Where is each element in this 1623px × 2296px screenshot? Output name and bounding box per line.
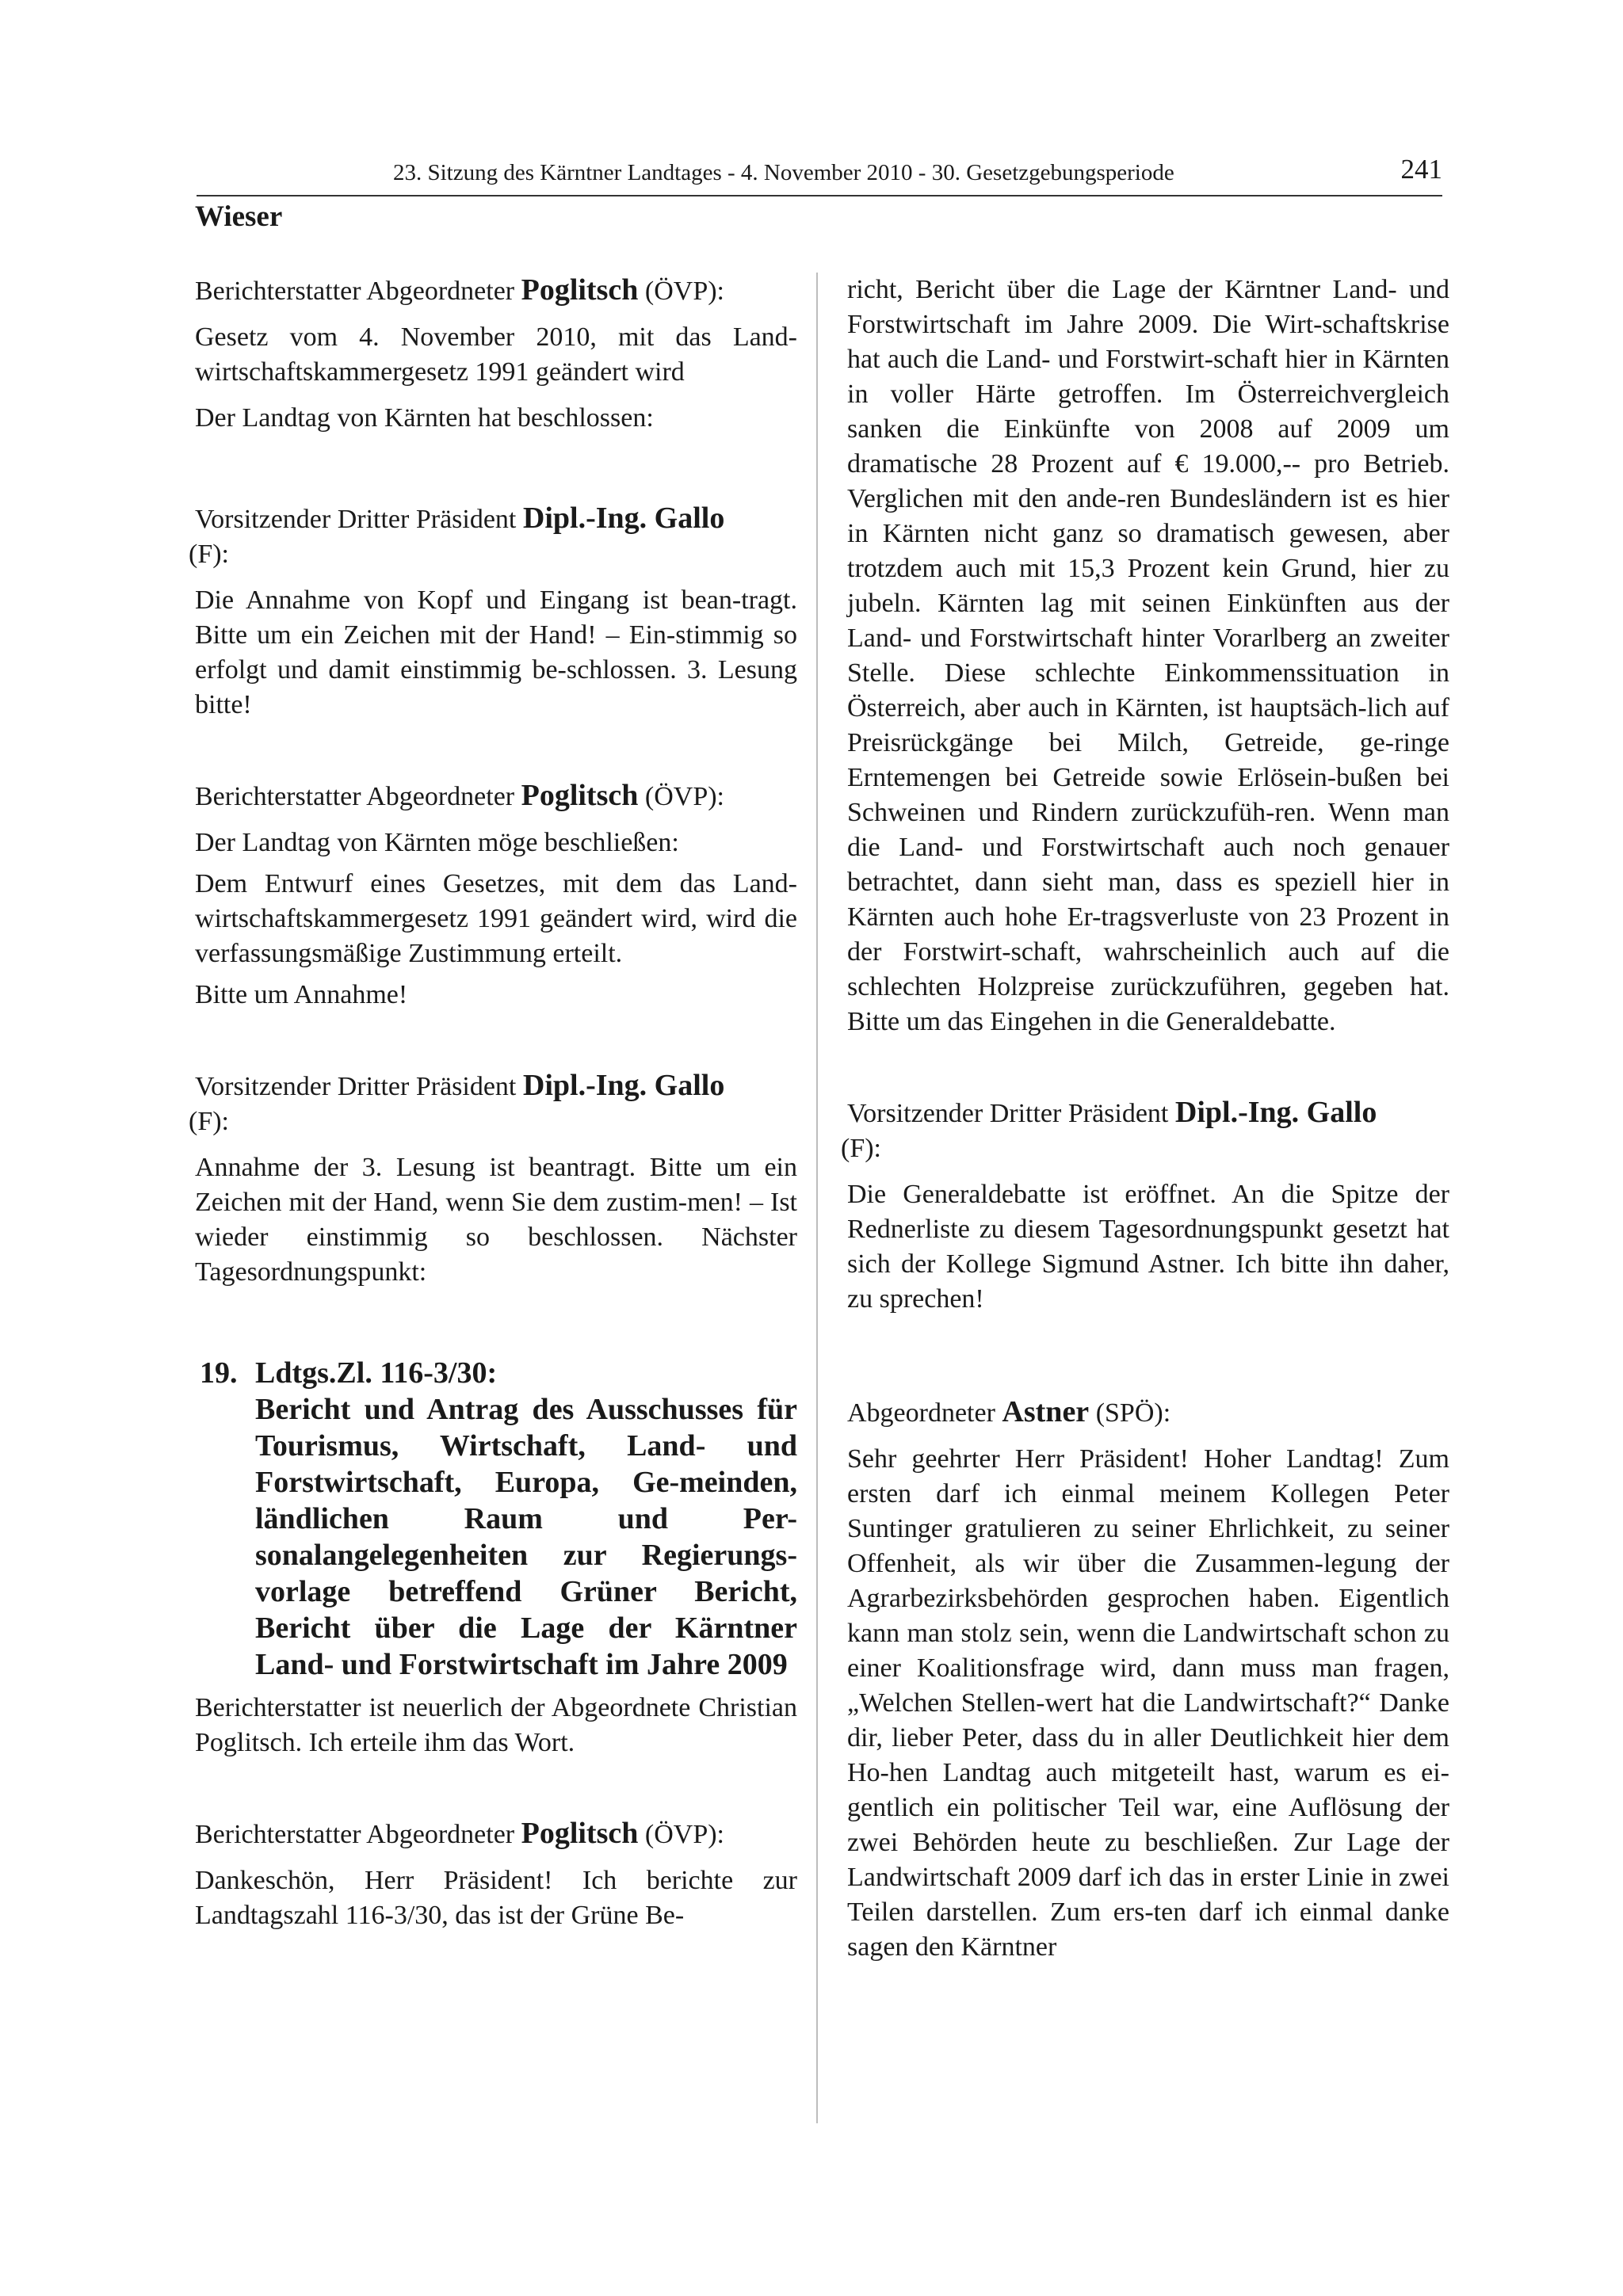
paragraph: Annahme der 3. Lesung ist beantragt. Bitte um ein Zeichen mit der Hand, wenn Sie dem zustim-men! – Ist wieder einstimmig so beschlossen. Nächster Tagesordnungspunkt: (195, 1153, 797, 1287)
agenda-item (195, 1355, 797, 1683)
speaker-party: (F): (189, 540, 229, 569)
header-rule (197, 195, 1442, 196)
paragraph: Bitte um Annahme! (195, 980, 408, 1009)
speaker-name: Poglitsch (521, 273, 639, 307)
agenda-item-title: Bericht und Antrag des Ausschusses für Tourismus, Wirtschaft, Land- und Forstwirtschaft, Europa, Ge-meinden, ländlichen Raum und Per-sonalangelegenheiten zur Regierungs-vorlage betreffend Grüner Bericht, Bericht über die Lage der Kärntner Land- und Forstwirtschaft im Jahre 2009 (255, 1393, 797, 1681)
speaker-name: Astner (1002, 1395, 1090, 1428)
right-column (841, 273, 1449, 1965)
speaker-party: (ÖVP): (638, 277, 724, 306)
speaker-name: Dipl.-Ing. Gallo (522, 502, 725, 535)
speaker-role: Vorsitzender Dritter Präsident (195, 1072, 523, 1101)
speaker-party: (F): (841, 1134, 881, 1163)
speaker-party: (ÖVP): (638, 782, 724, 811)
paragraph: Gesetz vom 4. November 2010, mit das Land-wirtschaftskammergesetz 1991 geändert wird (195, 322, 797, 387)
paragraph: Die Annahme von Kopf und Eingang ist bean-tragt. Bitte um ein Zeichen mit der Hand! – Ein-stimmig so erfolgt und damit einstimmig be-schlossen. 3. Lesung bitte! (195, 585, 797, 719)
paragraph: Berichterstatter ist neuerlich der Abgeordnete Christian Poglitsch. Ich erteile ihm das Wort. (195, 1693, 797, 1757)
speaker-line (841, 1095, 1449, 1166)
paragraph: Dankeschön, Herr Präsident! Ich berichte zur Landtagszahl 116-3/30, das ist der Grüne Be- (195, 1866, 797, 1930)
speaker-line (189, 501, 797, 572)
speaker-line (847, 1394, 1449, 1431)
speaker-role: Vorsitzender Dritter Präsident (195, 505, 523, 534)
speaker-name: Dipl.-Ing. Gallo (522, 1069, 725, 1102)
speaker-role: Berichterstatter Abgeordneter (195, 782, 521, 811)
speaker-party: (SPÖ): (1089, 1398, 1171, 1428)
speaker-line (189, 1068, 797, 1139)
paragraph: richt, Bericht über die Lage der Kärntner Land- und Forstwirtschaft im Jahre 2009. Die Wirt-schaftskrise hat auch die Land- und Forstwirt-schaft hier in Kärnten in voller Härte getroffen. Im Österreichvergleich sanken die Einkünfte von 2008 auf 2009 um dramatische 28 Prozent auf € 19.000,-- pro Betrieb. Verglichen mit den ande-ren Bundesländern ist es hier in Kärnten nicht ganz so dramatisch gewesen, aber trotzdem auch mit 15,3 Prozent kein Grund, hier zu jubeln. Kärnten lag mit seinen Einkünften aus der Land- und Forstwirtschaft hinter Vorarlberg an zweiter Stelle. Diese schlechte Einkommenssituation in Österreich, aber auch in Kärnten, ist hauptsäch-lich auf Preisrückgänge bei Milch, Getreide, ge-ringe Erntemengen bei Getreide sowie Erlösein-bußen bei Schweinen und Rindern zurückzufüh-ren. Wenn man die Land- und Forstwirtschaft auch noch genauer betrachtet, dann sieht man, dass es speziell hier in Kärnten auch hohe Er-tragsverluste von 23 Prozent in der Forstwirt-schaft, wahrscheinlich auch auf die schlechten Holzpreise zurückzuführen, gegeben hat. Bitte um das Eingehen in die Generaldebatte. (847, 275, 1449, 1036)
speaker-role: Abgeordneter (847, 1398, 1002, 1428)
speaker-role: Berichterstatter Abgeordneter (195, 277, 521, 306)
header-title: 23. Sitzung des Kärntner Landtages - 4. November 2010 - 30. Gesetzgebungsperiode (393, 160, 1174, 185)
speaker-party: (ÖVP): (638, 1820, 724, 1849)
speaker-name: Poglitsch (521, 1817, 639, 1850)
speaker-role: Vorsitzender Dritter Präsident (847, 1099, 1175, 1128)
paragraph: Die Generaldebatte ist eröffnet. An die Spitze der Rednerliste zu diesem Tagesordnungspunkt gesetzt hat sich der Kollege Sigmund Astner. Ich bitte ihn daher, zu sprechen! (847, 1180, 1449, 1314)
column-divider (816, 273, 818, 2123)
speaker-party: (F): (189, 1107, 229, 1136)
agenda-item-number: 19. (200, 1356, 238, 1390)
paragraph: Dem Entwurf eines Gesetzes, mit dem das Land-wirtschaftskammergesetz 1991 geändert wird, wird die verfassungsmäßige Zustimmung erteilt. (195, 869, 797, 968)
speaker-line (195, 778, 797, 814)
agenda-item-heading (255, 1355, 797, 1683)
paragraph: Der Landtag von Kärnten möge beschließen: (195, 828, 679, 857)
paragraph: Der Landtag von Kärnten hat beschlossen: (195, 403, 654, 433)
left-column (189, 273, 797, 1933)
speaker-name: Dipl.-Ing. Gallo (1174, 1096, 1377, 1129)
speaker-tag: Wieser (195, 200, 283, 233)
paragraph: Sehr geehrter Herr Präsident! Hoher Landtag! Zum ersten darf ich einmal meinem Kollegen Peter Suntinger gratulieren zu seiner Ehrlichkeit, zu seiner Offenheit, als wir über die Zusammen-legung der Agrarbezirksbehörden gesprochen haben. Eigentlich kann man stolz sein, wenn die Landwirtschaft schon zu einer Koalitionsfrage wird, dann muss man fragen, „Welchen Stellen-wert hat die Landwirtschaft?“ Danke dir, lieber Peter, dass du in aller Deutlichkeit hier dem Ho-hen Landtag auch mitgeteilt hast, warum es ei-gentlich ein politischer Teil war, eine Auflösung der zwei Behörden heute zu beschließen. Zur Lage der Landwirtschaft 2009 darf ich das in erster Linie in zwei Teilen darstellen. Zum ers-ten darf ich einmal danke sagen den Kärntner (847, 1444, 1449, 1962)
speaker-line (195, 1816, 797, 1852)
speaker-role: Berichterstatter Abgeordneter (195, 1820, 521, 1849)
speaker-line (195, 273, 797, 309)
speaker-name: Poglitsch (521, 779, 639, 812)
agenda-item-reference: Ldtgs.Zl. 116-3/30: (255, 1356, 498, 1390)
page-number: 241 (1400, 154, 1442, 185)
